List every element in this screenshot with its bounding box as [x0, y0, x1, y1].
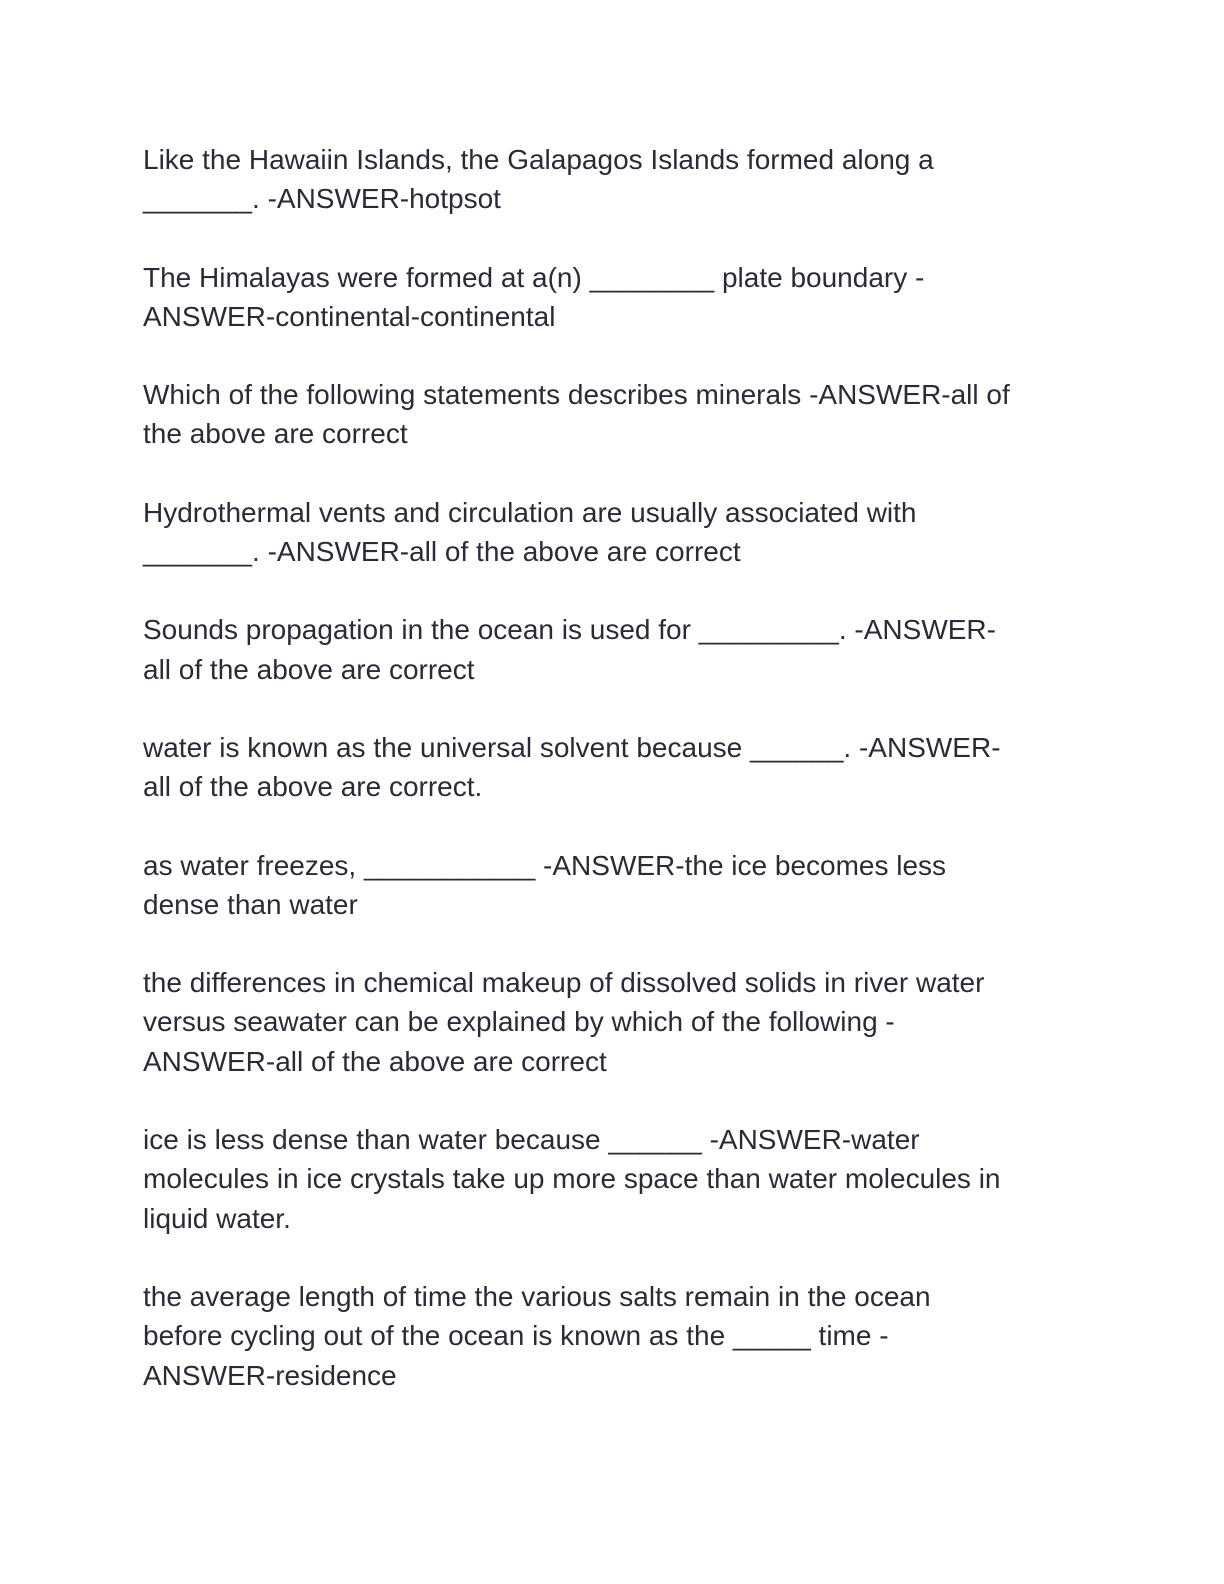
qa-item-1: Like the Hawaiin Islands, the Galapagos Islands formed along a _______. -ANSWER-hotpsot	[143, 144, 934, 215]
qa-list	[143, 140, 1083, 1434]
qa-item-7: as water freezes, ___________ -ANSWER-the ice becomes less dense than water	[143, 849, 947, 920]
qa-item-9: ice is less dense than water because ______ -ANSWER-water molecules in ice crystals take up more space than water molecules in liquid water.	[143, 1124, 1001, 1234]
qa-item-3: Which of the following statements describes minerals -ANSWER-all of the above are correct	[143, 379, 1010, 450]
qa-item-4: Hydrothermal vents and circulation are usually associated with _______. -ANSWER-all of the above are correct	[143, 496, 917, 568]
qa-item-5: Sounds propagation in the ocean is used for _________. -ANSWER- all of the above are correct	[143, 614, 996, 685]
qa-item-6: water is known as the universal solvent because ______. -ANSWER- all of the above are correct.	[143, 731, 1001, 803]
qa-item-8: the differences in chemical makeup of dissolved solids in river water versus seawater can be explained by which of the following - ANSWER-all of the above are correct	[143, 967, 985, 1077]
qa-item-10: the average length of time the various salts remain in the ocean before cycling out of the ocean is known as the _____ time - ANSWER-residence	[143, 1280, 931, 1391]
qa-item-2: The Himalayas were formed at a(n) ________ plate boundary - ANSWER-continental-continental	[143, 261, 925, 332]
